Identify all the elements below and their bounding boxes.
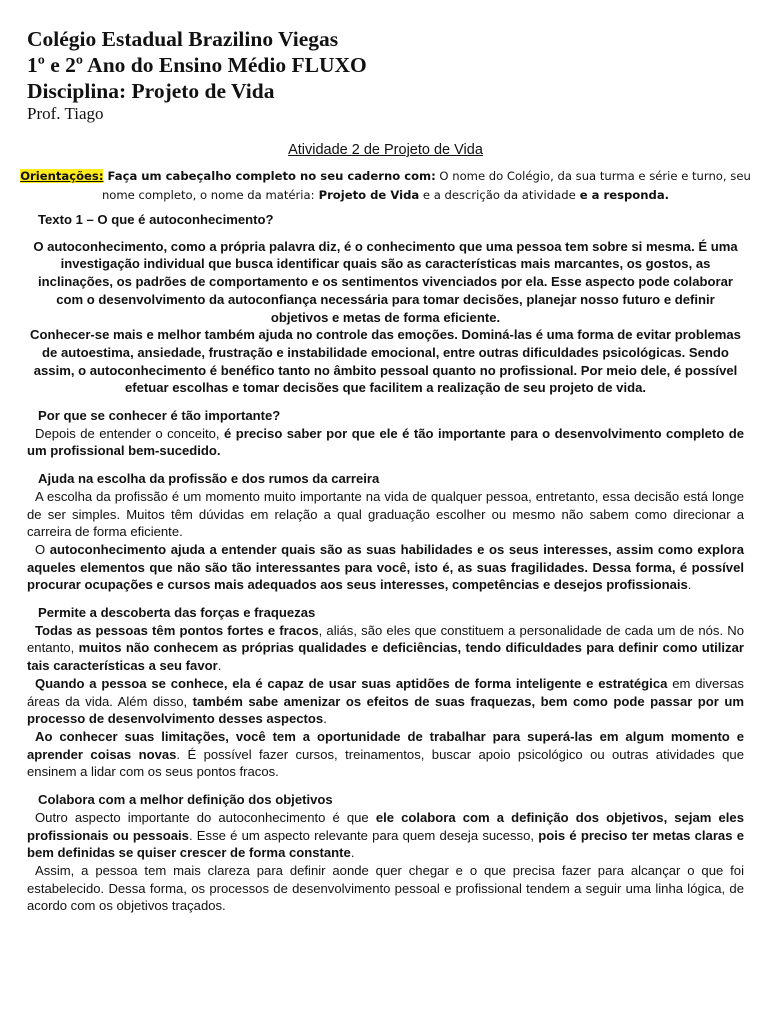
strengths-paragraph-1 — [27, 622, 744, 675]
activity-title: Atividade 2 de Projeto de Vida — [288, 142, 483, 158]
importance-bold: é preciso saber por que ele é tão importante para o desenvolvimento completo de um profissional bem-sucedido. — [27, 425, 744, 459]
importance-paragraph — [27, 425, 744, 460]
teacher-name: Prof. Tiago — [27, 104, 104, 123]
career-text-a: O — [35, 541, 50, 557]
instructions-part5: e a responda. — [575, 188, 670, 202]
strengths2-text-b: em diversas áreas da vida. Além disso, — [27, 675, 744, 709]
instructions-label: Orientações: — [20, 169, 104, 183]
subject-line: Disciplina: Projeto de Vida — [27, 79, 275, 103]
instructions-part3: Projeto de Vida — [314, 188, 420, 202]
goals-paragraph-2: Assim, a pessoa tem mais clareza para definir aonde quer chegar e o que precisa fazer para alcançar o que foi estabelecido. Dessa forma, os processos de desenvolvimento pessoal e profissional tendem a seguir uma linha lógica, de acordo com os objetivos traçados. — [27, 862, 744, 914]
strengths-paragraph-2 — [27, 675, 744, 728]
importance-text: Depois de entender o conceito, — [35, 425, 224, 441]
career-text-c: . — [687, 577, 692, 593]
strengths-paragraph-3 — [27, 728, 744, 781]
goals-paragraph-1 — [27, 809, 744, 862]
instructions-part1: Faça um cabeçalho completo no seu caderno com: — [103, 169, 436, 183]
goals-bold-b: ele colabora com a definição dos objetivos, sejam eles profissionais ou pessoais — [27, 809, 744, 843]
strengths2-bold-c: também sabe amenizar os efeitos de suas fraquezas, bem como pode passar por um processo de desenvolvimento desses aspectos — [27, 693, 745, 727]
text1-paragraph-1: O autoconhecimento, como a própria palavra diz, é o conhecimento que uma pessoa tem sobre si mesma. É uma investigação individual que busca identificar quais são as características mais marcantes, os gostos, as inclinações, os padrões de comportamento e os sentimentos vivenciados por ela. Esse aspecto pode colaborar com o desenvolvimento da autoconfiança necessária para tomar decisões, planejar nosso futuro e definir objetivos e metas de forma eficiente. — [33, 238, 738, 325]
goals-bold-d: pois é preciso ter metas claras e bem definidas se quiser crescer de forma constante — [27, 827, 744, 861]
career-bold: autoconhecimento ajuda a entender quais são as suas habilidades e os seus interesses, assim como explora aqueles elementos que não são tão interessantes para você, isto é, as suas fragilidades. Dessa forma, é possível procurar ocupações e cursos mais adequados aos seus interesses, competências e desejos profissionais — [27, 541, 744, 593]
strengths-bold-a: Todas as pessoas têm pontos fortes e fracos — [35, 622, 319, 638]
strengths-text-d: . — [217, 658, 222, 674]
strengths3-bold-a: Ao conhecer suas limitações, você tem a oportunidade de trabalhar para superá-las em algum momento e aprender coisas novas — [27, 728, 744, 762]
goals-title: Colabora com a melhor definição dos objetivos — [38, 792, 333, 808]
career-title: Ajuda na escolha da profissão e dos rumos da carreira — [38, 471, 380, 487]
text1-title: Texto 1 – O que é autoconhecimento? — [38, 212, 274, 227]
text1-paragraph-2: Conhecer-se mais e melhor também ajuda no controle das emoções. Dominá-las é uma forma de evitar problemas de autoestima, ansiedade, frustração e instabilidade emocional, entre outras dificuldades psicológicas. Sendo assim, o autoconhecimento é benéfico tanto no âmbito pessoal quanto no profissional. Por meio dele, é possível efetuar escolhas e tomar decisões que facilitem a realização de seu projeto de vida. — [30, 327, 741, 396]
strengths2-text-d: . — [323, 711, 327, 727]
school-name: Colégio Estadual Brazilino Viegas — [27, 27, 339, 51]
strengths2-bold-a: Quando a pessoa se conhece, ela é capaz de usar suas aptidões de forma inteligente e estratégica — [35, 675, 668, 691]
instructions-part4: e a descrição da atividade — [419, 188, 576, 202]
career-paragraph-1: A escolha da profissão é um momento muito importante na vida de qualquer pessoa, entretanto, essa decisão está longe de ser simples. Muitos têm dúvidas em relação a qual graduação escolher ou mesmo não sabem como direcionar a carreira de forma eficiente. — [27, 488, 744, 540]
strengths-text-b: , aliás, são eles que constituem a personalidade de cada um de nós. No entanto, — [27, 622, 744, 656]
strengths-bold-c: muitos não conhecem as próprias qualidades e deficiências, tendo dificuldades para definir como utilizar tais características a seu favor — [27, 640, 744, 674]
goals-text-a: Outro aspecto importante do autoconhecimento é que — [35, 809, 376, 825]
goals-text-c: . Esse é um aspecto relevante para quem deseja sucesso, — [188, 827, 539, 843]
importance-title: Por que se conhecer é tão importante? — [38, 408, 281, 424]
career-paragraph-2 — [27, 541, 744, 594]
grade-line: 1º e 2º Ano do Ensino Médio FLUXO — [27, 53, 367, 77]
instructions — [19, 167, 752, 205]
strengths3-text-b: . É possível fazer cursos, treinamentos, buscar apoio psicológico ou outras atividades que ensinem a lidar com os seus pontos fracos. — [27, 746, 744, 780]
instructions-part2: O nome do Colégio, da sua turma e série e turno, seu nome completo, o nome da matéria: — [101, 169, 751, 202]
strengths-title: Permite a descoberta das forças e fraquezas — [38, 605, 316, 621]
goals-text-e: . — [350, 845, 355, 861]
